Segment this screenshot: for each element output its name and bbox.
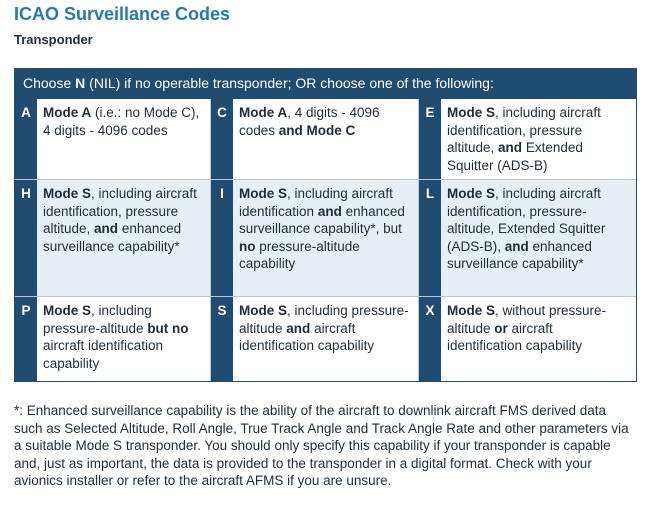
code-cell <box>15 99 211 180</box>
code-cell <box>419 297 636 381</box>
code-description <box>37 180 210 296</box>
description-bold-segment: and <box>94 221 119 236</box>
description-bold-segment: Mode S <box>43 186 92 201</box>
code-description <box>441 99 636 179</box>
code-description <box>441 297 636 381</box>
description-bold-segment: Mode S <box>447 186 496 201</box>
code-letter: A <box>15 99 37 179</box>
code-cell <box>15 180 211 297</box>
header-text-post: (NIL) if no operable transponder; OR choose one of the following: <box>85 75 494 91</box>
description-segment: , without pressure-altitude <box>447 303 607 336</box>
header-text-pre: Choose <box>23 75 76 91</box>
page-title: ICAO Surveillance Codes <box>14 4 231 24</box>
code-letter: X <box>419 297 441 381</box>
description-bold-segment: Mode S <box>43 303 92 318</box>
footnote: *: Enhanced surveillance capability is the ability of the aircraft to downlink aircraft FMS derived data such as Selected Altitude, Roll Angle, True Track Angle and Track Angle Rate and other parameters via a suitable Mode S transponder. You should only specify this capability if your transponder is capable and, just as important, the data is provided to the transponder in a digital format. Check with your avionics installer or refer to the aircraft AFMS if you are unsure. <box>14 403 629 488</box>
description-segment: , including pressure-altitude <box>43 303 152 336</box>
code-cell <box>211 297 419 381</box>
table-header <box>15 69 636 99</box>
description-segment: aircraft identification capability <box>239 320 375 353</box>
codes-grid <box>15 99 636 381</box>
description-bold-segment: or <box>494 320 508 336</box>
description-bold-segment: Mode S <box>239 303 288 318</box>
code-description <box>233 180 418 296</box>
description-segment: enhanced surveillance capability*, but <box>239 203 405 236</box>
description-bold-segment: and <box>504 238 529 254</box>
description-bold-segment: Mode S <box>239 186 288 201</box>
description-bold-segment: Mode A <box>43 105 92 120</box>
code-cell <box>15 297 211 381</box>
code-cell <box>211 180 419 297</box>
description-segment: enhanced surveillance capability* <box>43 221 182 254</box>
code-description <box>233 297 418 381</box>
code-letter: E <box>419 99 441 179</box>
description-segment: aircraft identification capability <box>43 338 164 371</box>
description-bold-segment: but no <box>147 320 189 336</box>
code-letter: I <box>211 180 233 296</box>
surveillance-codes-table <box>14 68 637 382</box>
code-letter: L <box>419 180 441 296</box>
description-segment: , 4 digits - 4096 codes <box>239 105 380 138</box>
code-description <box>37 297 210 381</box>
description-segment: pressure-altitude capability <box>239 238 360 271</box>
code-cell <box>211 99 419 180</box>
description-bold-segment: and Mode C <box>278 122 356 138</box>
header-text-nil-code: N <box>75 75 86 91</box>
description-bold-segment: no <box>239 238 256 254</box>
code-letter: H <box>15 180 37 296</box>
code-letter: P <box>15 297 37 381</box>
description-bold-segment: Mode A <box>239 105 288 120</box>
code-cell <box>419 99 636 180</box>
code-description <box>441 180 636 296</box>
code-letter: S <box>211 297 233 381</box>
description-segment: (i.e.: no Mode C), 4 digits - 4096 codes <box>43 105 200 138</box>
description-bold-segment: and <box>286 320 311 336</box>
code-cell <box>419 180 636 297</box>
description-segment: , including aircraft identification, pressure-altitude, Extended Squitter (ADS-B), <box>447 186 606 254</box>
description-segment: , including aircraft identification <box>239 186 393 219</box>
section-subtitle: Transponder <box>14 32 93 47</box>
description-segment: aircraft identification capability <box>447 320 583 353</box>
description-segment: enhanced surveillance capability* <box>447 238 592 271</box>
description-segment: Extended Squitter (ADS-B) <box>447 140 583 173</box>
code-letter: C <box>211 99 233 179</box>
description-segment: , including aircraft identification, pressure altitude, <box>43 186 197 236</box>
description-bold-segment: Mode S <box>447 303 496 318</box>
code-description <box>233 99 418 179</box>
code-description <box>37 99 210 179</box>
description-bold-segment: and <box>498 140 523 155</box>
description-segment: , including aircraft identification, pressure altitude, <box>447 105 601 155</box>
description-bold-segment: and <box>317 203 342 219</box>
description-bold-segment: Mode S <box>447 105 496 120</box>
description-segment: , including pressure-altitude <box>239 303 409 336</box>
